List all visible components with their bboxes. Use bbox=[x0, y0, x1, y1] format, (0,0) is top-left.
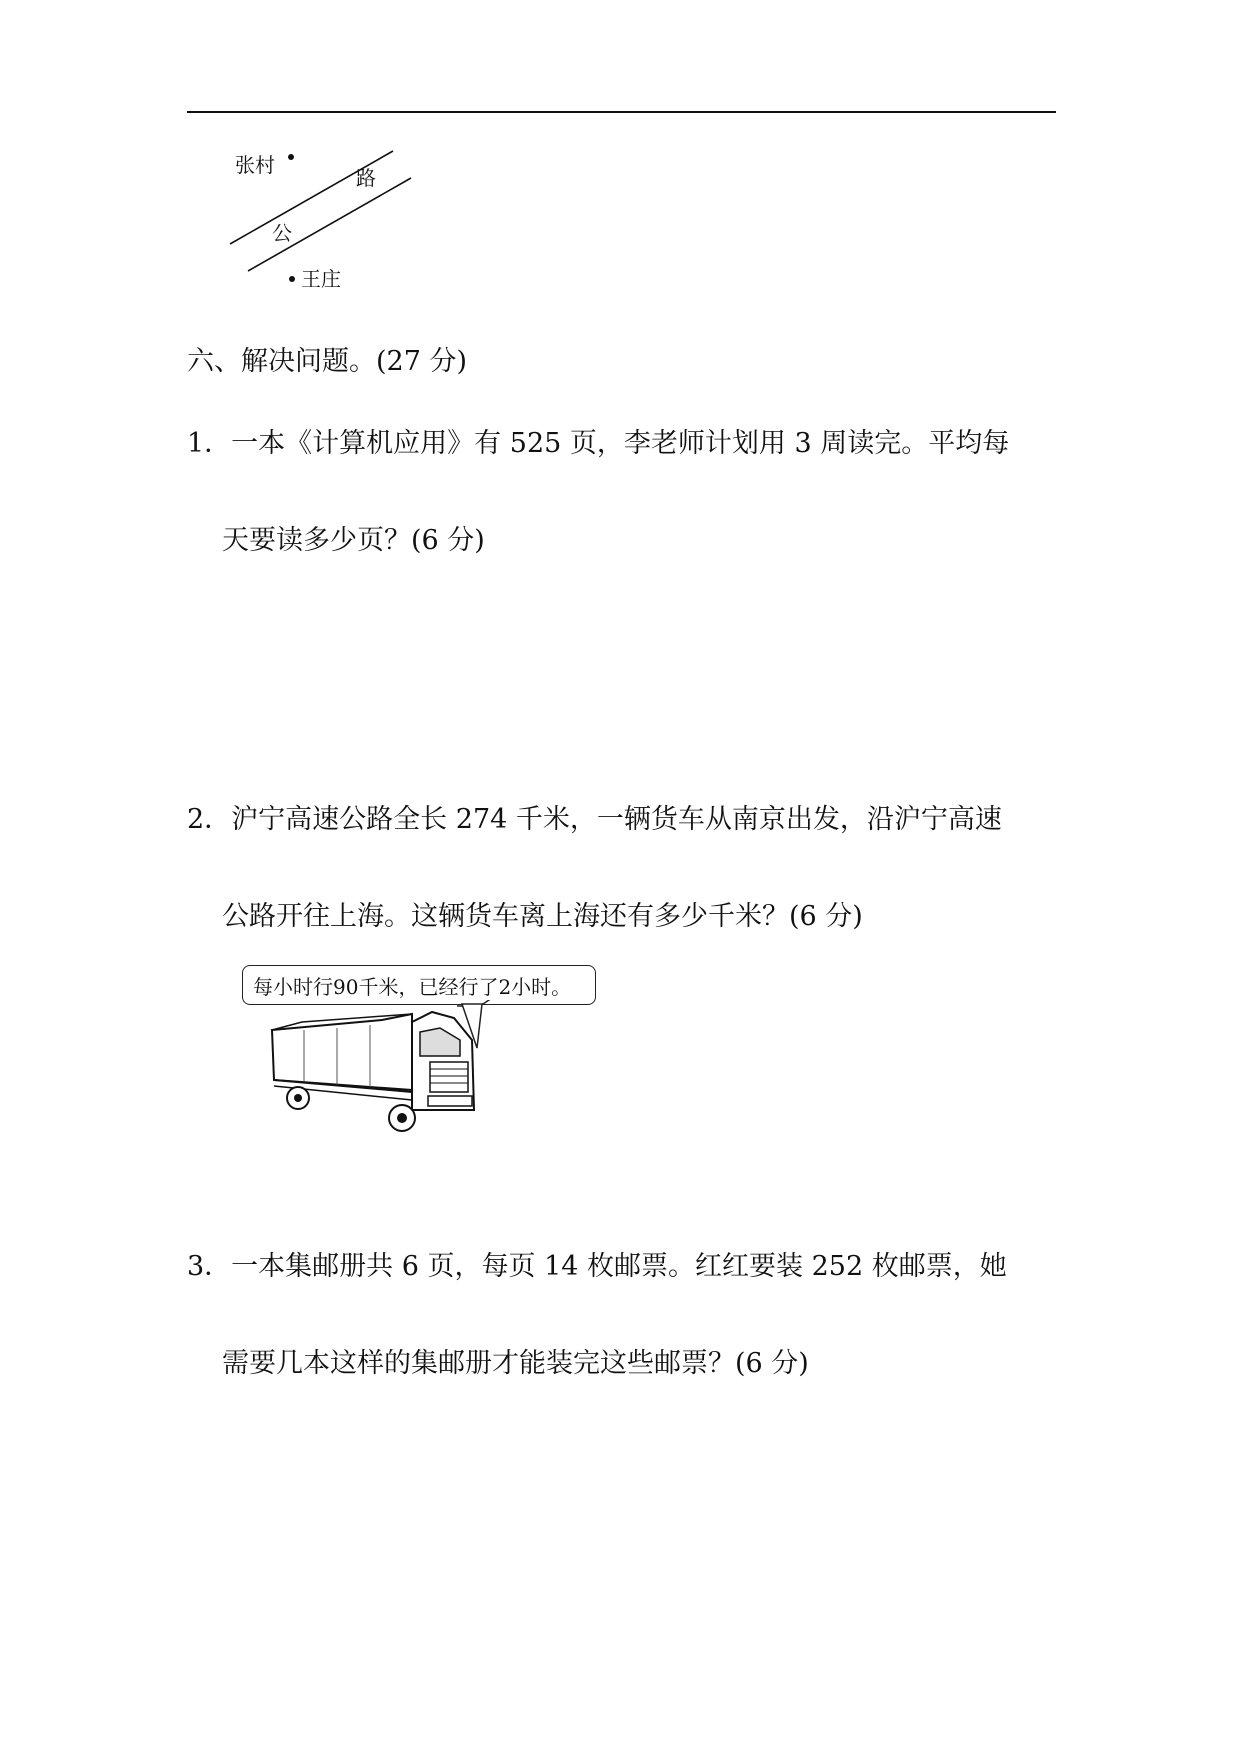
question-1-line-2: 天要读多少页？(6 分) bbox=[222, 525, 485, 556]
village-a-dot bbox=[288, 154, 294, 160]
header-rule bbox=[187, 111, 1056, 113]
village-b-label: 王庄 bbox=[301, 267, 341, 291]
village-b-dot bbox=[289, 276, 295, 282]
question-2-line-2: 公路开往上海。这辆货车离上海还有多少千米？(6 分) bbox=[222, 901, 863, 932]
question-3-line-2: 需要几本这样的集邮册才能装完这些邮票？(6 分) bbox=[222, 1348, 809, 1379]
question-3-line-1: 3．一本集邮册共 6 页，每页 14 枚邮票。红红要装 252 枚邮票，她 bbox=[187, 1251, 1007, 1282]
village-a-label: 张村 bbox=[235, 153, 275, 177]
section-title: 六、解决问题。(27 分) bbox=[187, 346, 468, 377]
road-char-1: 公 bbox=[272, 221, 292, 245]
question-1-line-1: 1．一本《计算机应用》有 525 页，李老师计划用 3 周读完。平均每 bbox=[187, 428, 1010, 459]
truck-illustration bbox=[262, 1000, 492, 1140]
speech-bubble: 每小时行90千米，已经行了2小时。 bbox=[242, 965, 596, 1005]
question-2-line-1: 2．沪宁高速公路全长 274 千米，一辆货车从南京出发，沿沪宁高速 bbox=[187, 804, 1002, 835]
road-map-figure bbox=[225, 140, 445, 300]
road-char-2: 路 bbox=[356, 166, 376, 190]
